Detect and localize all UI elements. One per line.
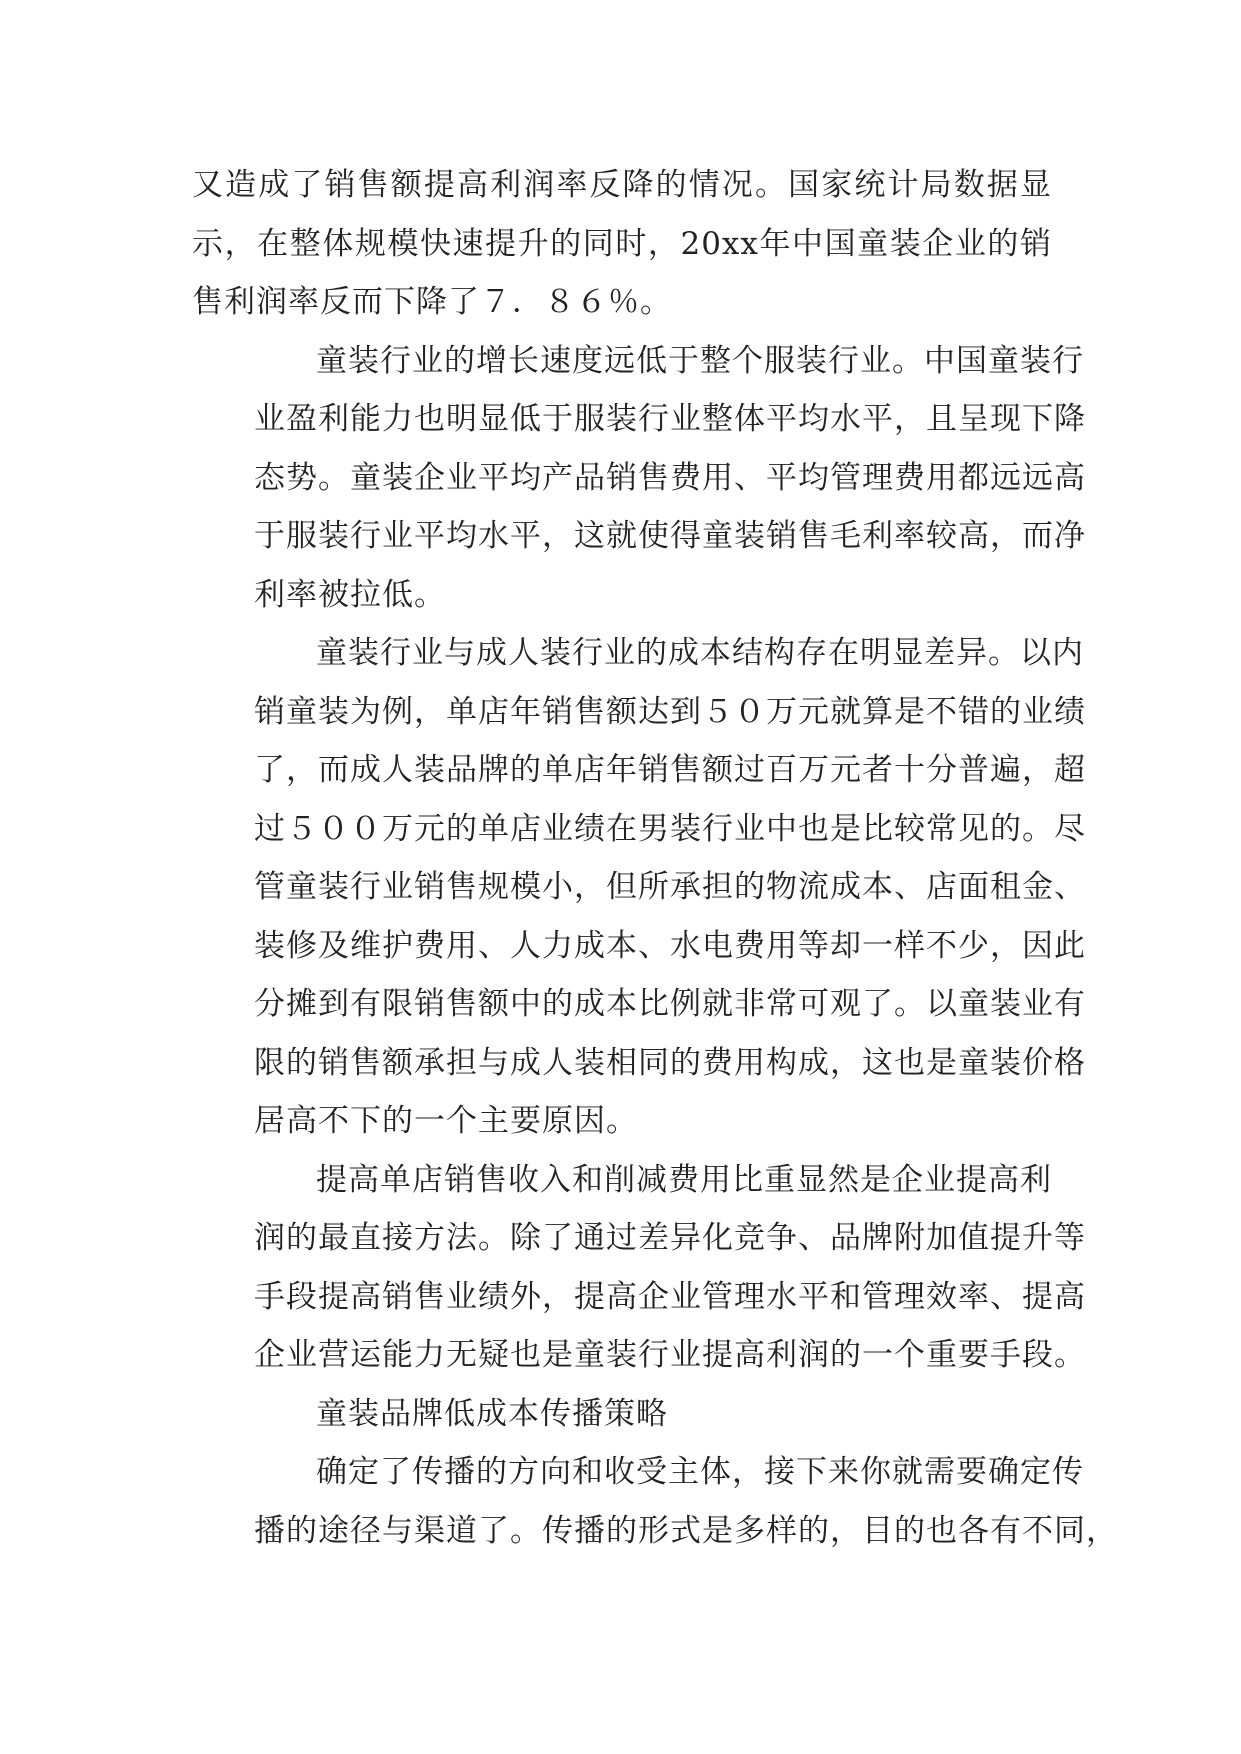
text-line: 又造成了销售额提高利润率反降的情况。国家统计局数据显 xyxy=(192,167,1052,203)
paragraph xyxy=(192,1385,1052,1444)
text-line: 播的途径与渠道了。传播的形式是多样的，目的也各有不同， xyxy=(254,1512,1118,1549)
text-line: 利率被拉低。 xyxy=(254,576,446,613)
text-line: 企业营运能力无疑也是童装行业提高利润的一个重要手段。 xyxy=(254,1337,1086,1373)
text-line: 售利润率反而下降了７．８６％。 xyxy=(192,284,672,320)
paragraph xyxy=(192,1443,1118,1560)
text-line: 童装行业与成人装行业的成本结构存在明显差异。以内 xyxy=(316,635,1084,671)
text-line: 提高单店销售收入和削减费用比重显然是企业提高利 xyxy=(316,1161,1052,1198)
text-line: 业盈利能力也明显低于服装行业整体平均水平，且呈现下降 xyxy=(254,401,1086,437)
text-line: 态势。童装企业平均产品销售费用、平均管理费用都远远高 xyxy=(254,459,1086,496)
text-line: 分摊到有限销售额中的成本比例就非常可观了。以童装业有 xyxy=(254,986,1086,1022)
paragraph xyxy=(192,1151,1086,1385)
text-line: 了，而成人装品牌的单店年销售额过百万元者十分普遍，超 xyxy=(254,752,1086,788)
paragraph xyxy=(192,624,1086,1151)
text-line: 销童装为例，单店年销售额达到５０万元就算是不错的业绩 xyxy=(254,693,1086,730)
text-line: 童装行业的增长速度远低于整个服装行业。中国童装行 xyxy=(316,342,1084,379)
text-line: 童装品牌低成本传播策略 xyxy=(316,1395,668,1432)
paragraph xyxy=(192,332,1086,625)
text-line: 装修及维护费用、人力成本、水电费用等却一样不少，因此 xyxy=(254,927,1086,964)
text-line: 确定了传播的方向和收受主体，接下来你就需要确定传 xyxy=(316,1454,1084,1490)
text-line: 限的销售额承担与成人装相同的费用构成，这也是童装价格 xyxy=(254,1044,1086,1081)
text-line: 于服装行业平均水平，这就使得童装销售毛利率较高，而净 xyxy=(254,518,1086,554)
text-line: 润的最直接方法。除了通过差异化竞争、品牌附加值提升等 xyxy=(254,1220,1086,1256)
text-line: 过５００万元的单店业绩在男装行业中也是比较常见的。尽 xyxy=(254,810,1086,847)
text-line: 示，在整体规模快速提升的同时，20xx年中国童装企业的销 xyxy=(192,225,1052,262)
text-line: 管童装行业销售规模小，但所承担的物流成本、店面租金、 xyxy=(254,869,1086,905)
text-line: 居高不下的一个主要原因。 xyxy=(254,1103,638,1139)
text-line: 手段提高销售业绩外，提高企业管理水平和管理效率、提高 xyxy=(254,1278,1086,1315)
document-body xyxy=(192,156,1118,1560)
paragraph xyxy=(192,156,1052,332)
